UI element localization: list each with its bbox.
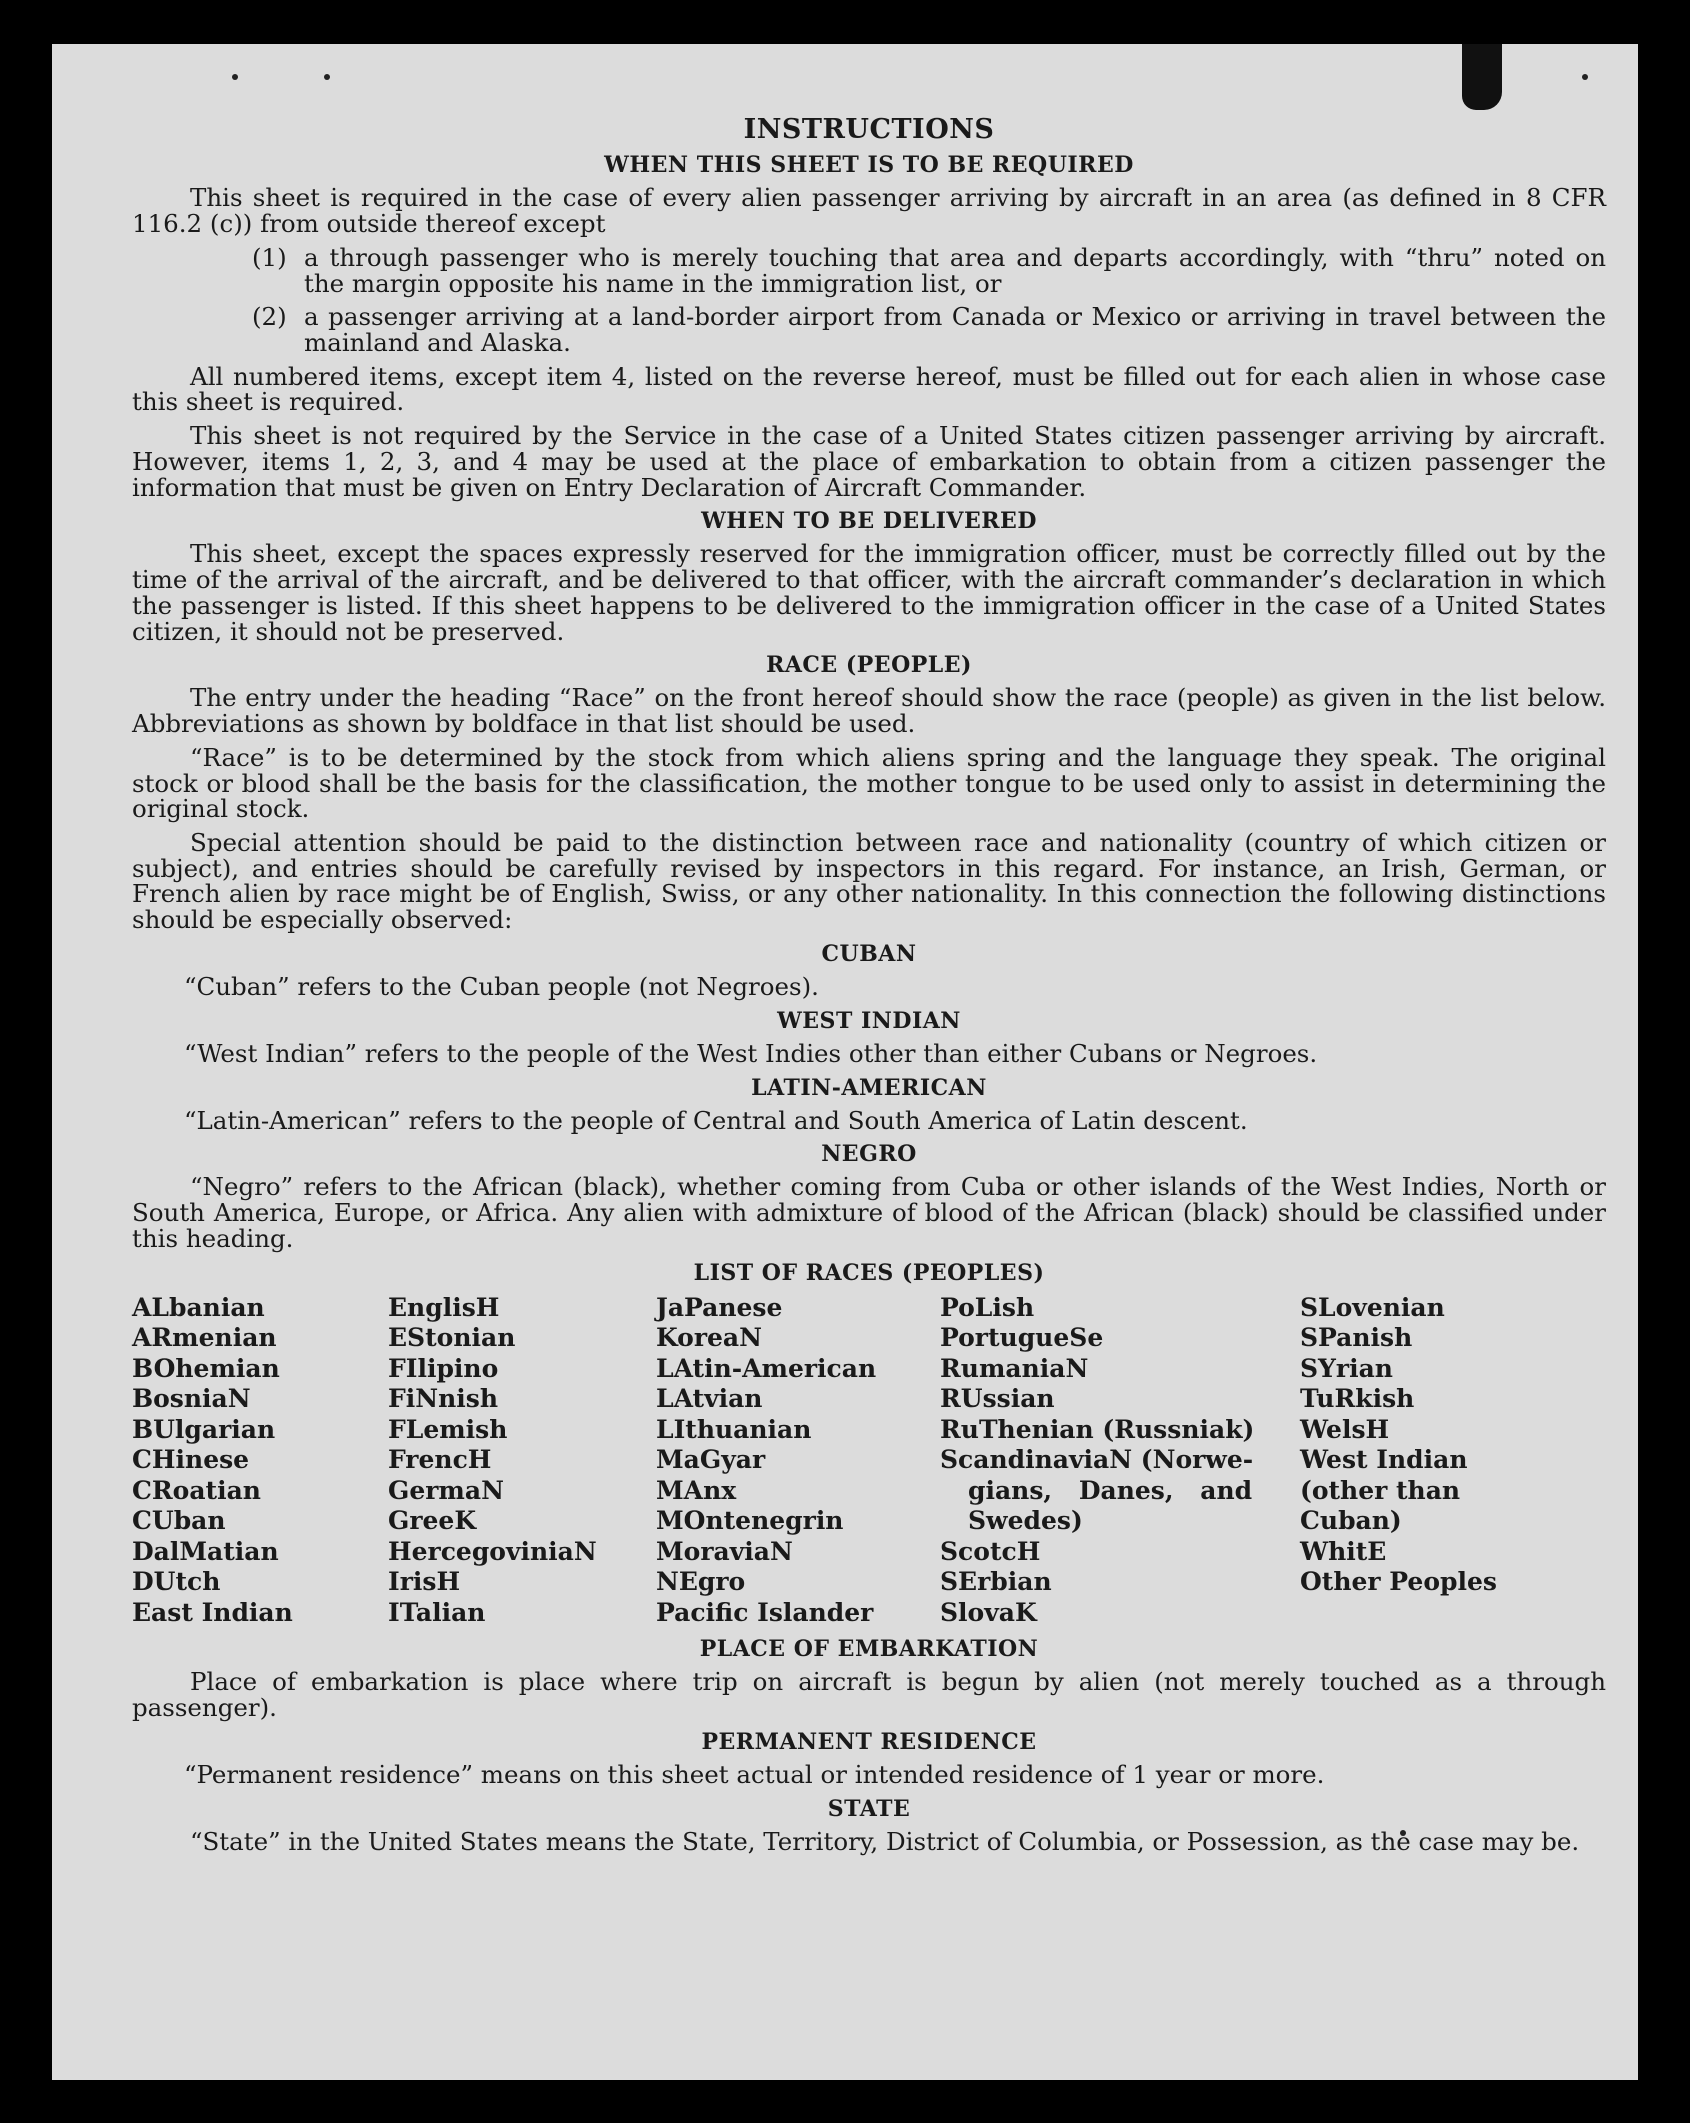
race-entry: MaGyar [656,1445,766,1475]
paragraph: Place of embarkation is place where trip on aircraft is begun by alien (not merely touched as a through passenger). [132,1667,1606,1722]
race-entry: CRoatian [132,1475,261,1505]
race-entry: SPanish [1300,1323,1413,1353]
race-entry: SLovenian [1300,1292,1445,1322]
list-item [132,302,1606,358]
race-entry: DalMatian [132,1536,279,1566]
races-list [132,1293,1606,1629]
paragraph: All numbered items, except item 4, listed on the reverse hereof, must be filled out for each alien in whose case this sheet is required. [132,361,1606,417]
page-title: INSTRUCTIONS [743,114,995,145]
heading-west-indian: WEST INDIAN [777,1007,961,1034]
paragraph: “Cuban” refers to the Cuban people (not Negroes). [184,971,819,1001]
heading-when-delivered: WHEN TO BE DELIVERED [701,508,1037,535]
paragraph: This sheet is required in the case of every alien passenger arriving by aircraft in an area (as defined in 8 CFR 116.2 (c)) from outside thereof except [132,183,1606,239]
race-entry: LAtvian [656,1384,763,1414]
race-entry: FiNnish [388,1384,499,1414]
item-number: (2) [252,302,287,332]
races-column-1 [132,1293,388,1629]
item-text: a passenger arriving at a land-border airport from Canada or Mexico or arriving in travel between the mainland and Alaska. [304,302,1606,358]
document-content [132,116,1606,1862]
race-entry: RUssian [940,1384,1055,1414]
race-entry: MAnx [656,1475,737,1505]
race-entry-continued: gians, Danes, and [968,1475,1253,1505]
race-entry: Pacific Islander [656,1597,874,1627]
speck [324,74,330,80]
race-entry: SErbian [940,1567,1052,1597]
race-entry: ScotcH [940,1536,1041,1566]
race-entry: HercegoviniaN [388,1536,597,1566]
heading-residence: PERMANENT RESIDENCE [701,1728,1037,1755]
race-entry: LIthuanian [656,1414,812,1444]
race-entry: MoraviaN [656,1536,793,1566]
race-entry: SlovaK [940,1597,1037,1627]
paragraph: “Race” is to be determined by the stock from which aliens spring and the language they speak. The original stock or blood shall be the basis for the classification, the mother tongue to be used only to assist in determining the original stock. [132,742,1606,824]
race-entry: West Indian (other than Cuban) [1300,1445,1468,1536]
paragraph: This sheet, except the spaces expressly reserved for the immigration officer, must be correctly filled out by the time of the arrival of the aircraft, and be delivered to that officer, with the aircraft commander’s declaration in which the passenger is listed. If this sheet happens to be delivered to the immigration officer in the case of a United States citizen, it should not be preserved. [132,539,1606,646]
race-entry: SYrian [1300,1353,1393,1383]
race-entry: FIlipino [388,1353,499,1383]
heading-negro: NEGRO [821,1141,917,1168]
race-entry: FLemish [388,1414,508,1444]
race-entry: ITalian [388,1597,486,1627]
races-column-4 [940,1293,1300,1629]
paragraph: “West Indian” refers to the people of the West Indies other than either Cubans or Negroes. [184,1038,1318,1068]
race-entry: MOntenegrin [656,1506,844,1536]
race-entry: GermaN [388,1475,504,1505]
paragraph: “Permanent residence” means on this sheet actual or intended residence of 1 year or more. [184,1759,1325,1789]
list-item [132,242,1606,298]
heading-latin-american: LATIN-AMERICAN [751,1074,987,1101]
race-entry: ALbanian [132,1292,265,1322]
race-entry: EnglisH [388,1292,500,1322]
race-entry: BUlgarian [132,1414,276,1444]
races-column-3 [656,1293,940,1629]
race-entry: TuRkish [1300,1384,1415,1414]
race-entry: RumaniaN [940,1353,1089,1383]
paragraph: “State” in the United States means the State, Territory, District of Columbia, or Possession, as the case may be. [190,1826,1580,1856]
speck [232,74,238,80]
race-entry: East Indian [132,1597,293,1627]
race-entry: IrisH [388,1567,461,1597]
document-sheet [52,44,1638,2080]
item-text: a through passenger who is merely touching that area and departs accordingly, with “thru” noted on the margin opposite his name in the immigration list, or [304,242,1606,298]
race-entry: WhitE [1300,1536,1387,1566]
race-entry-continued: Swedes) [968,1506,1083,1536]
speck [1582,74,1588,80]
race-entry: JaPanese [656,1292,783,1322]
heading-cuban: CUBAN [821,940,917,967]
race-entry: FrencH [388,1445,492,1475]
race-entry: RuThenian (Russniak) [940,1414,1255,1444]
heading-list-of-races: LIST OF RACES (PEOPLES) [693,1259,1045,1286]
heading-when-required: WHEN THIS SHEET IS TO BE REQUIRED [604,152,1134,179]
heading-race: RACE (PEOPLE) [766,652,972,679]
race-entry: ScandinaviaN (Norwe- [940,1445,1254,1475]
races-column-5 [1300,1293,1606,1629]
paragraph: “Negro” refers to the African (black), whether coming from Cuba or other islands of the West Indies, North or South America, Europe, or Africa. Any alien with admixture of blood of the African (black) should be classified under this heading. [132,1172,1606,1253]
race-entry: PortugueSe [940,1323,1104,1353]
paragraph: Special attention should be paid to the distinction between race and nationality (country of which citizen or subject), and entries should be carefully revised by inspectors in this regard. For instance, an Irish, German, or French alien by race might be of English, Swiss, or any other nationality. In this connection the following distinctions should be especially observed: [132,828,1606,935]
race-entry: ARmenian [132,1323,277,1353]
race-entry: PoLish [940,1292,1035,1322]
race-entry: EStonian [388,1323,516,1353]
heading-state: STATE [827,1795,911,1822]
punch-hole [1462,44,1502,110]
race-entry: WelsH [1300,1414,1390,1444]
race-entry: BosniaN [132,1384,251,1414]
race-entry: BOhemian [132,1353,280,1383]
heading-embarkation: PLACE OF EMBARKATION [699,1636,1039,1663]
race-entry: CHinese [132,1445,250,1475]
paragraph: This sheet is not required by the Service in the case of a United States citizen passenger arriving by aircraft. However, items 1, 2, 3, and 4 may be used at the place of embarkation to obtain from a citizen passenger the information that must be given on Entry Declaration of Aircraft Commander. [132,421,1606,502]
race-entry: CUban [132,1506,226,1536]
race-entry: LAtin-American [656,1353,877,1383]
race-entry: GreeK [388,1506,477,1536]
item-number: (1) [252,242,287,272]
race-entry: Other Peoples [1300,1567,1497,1597]
race-entry: DUtch [132,1567,221,1597]
paragraph: “Latin-American” refers to the people of Central and South America of Latin descent. [184,1105,1248,1135]
paragraph: The entry under the heading “Race” on the front hereof should show the race (people) as given in the list below. Abbreviations as shown by boldface in that list should be used. [132,683,1606,739]
races-column-2 [388,1293,656,1629]
race-entry: KoreaN [656,1323,762,1353]
race-entry: NEgro [656,1567,746,1597]
